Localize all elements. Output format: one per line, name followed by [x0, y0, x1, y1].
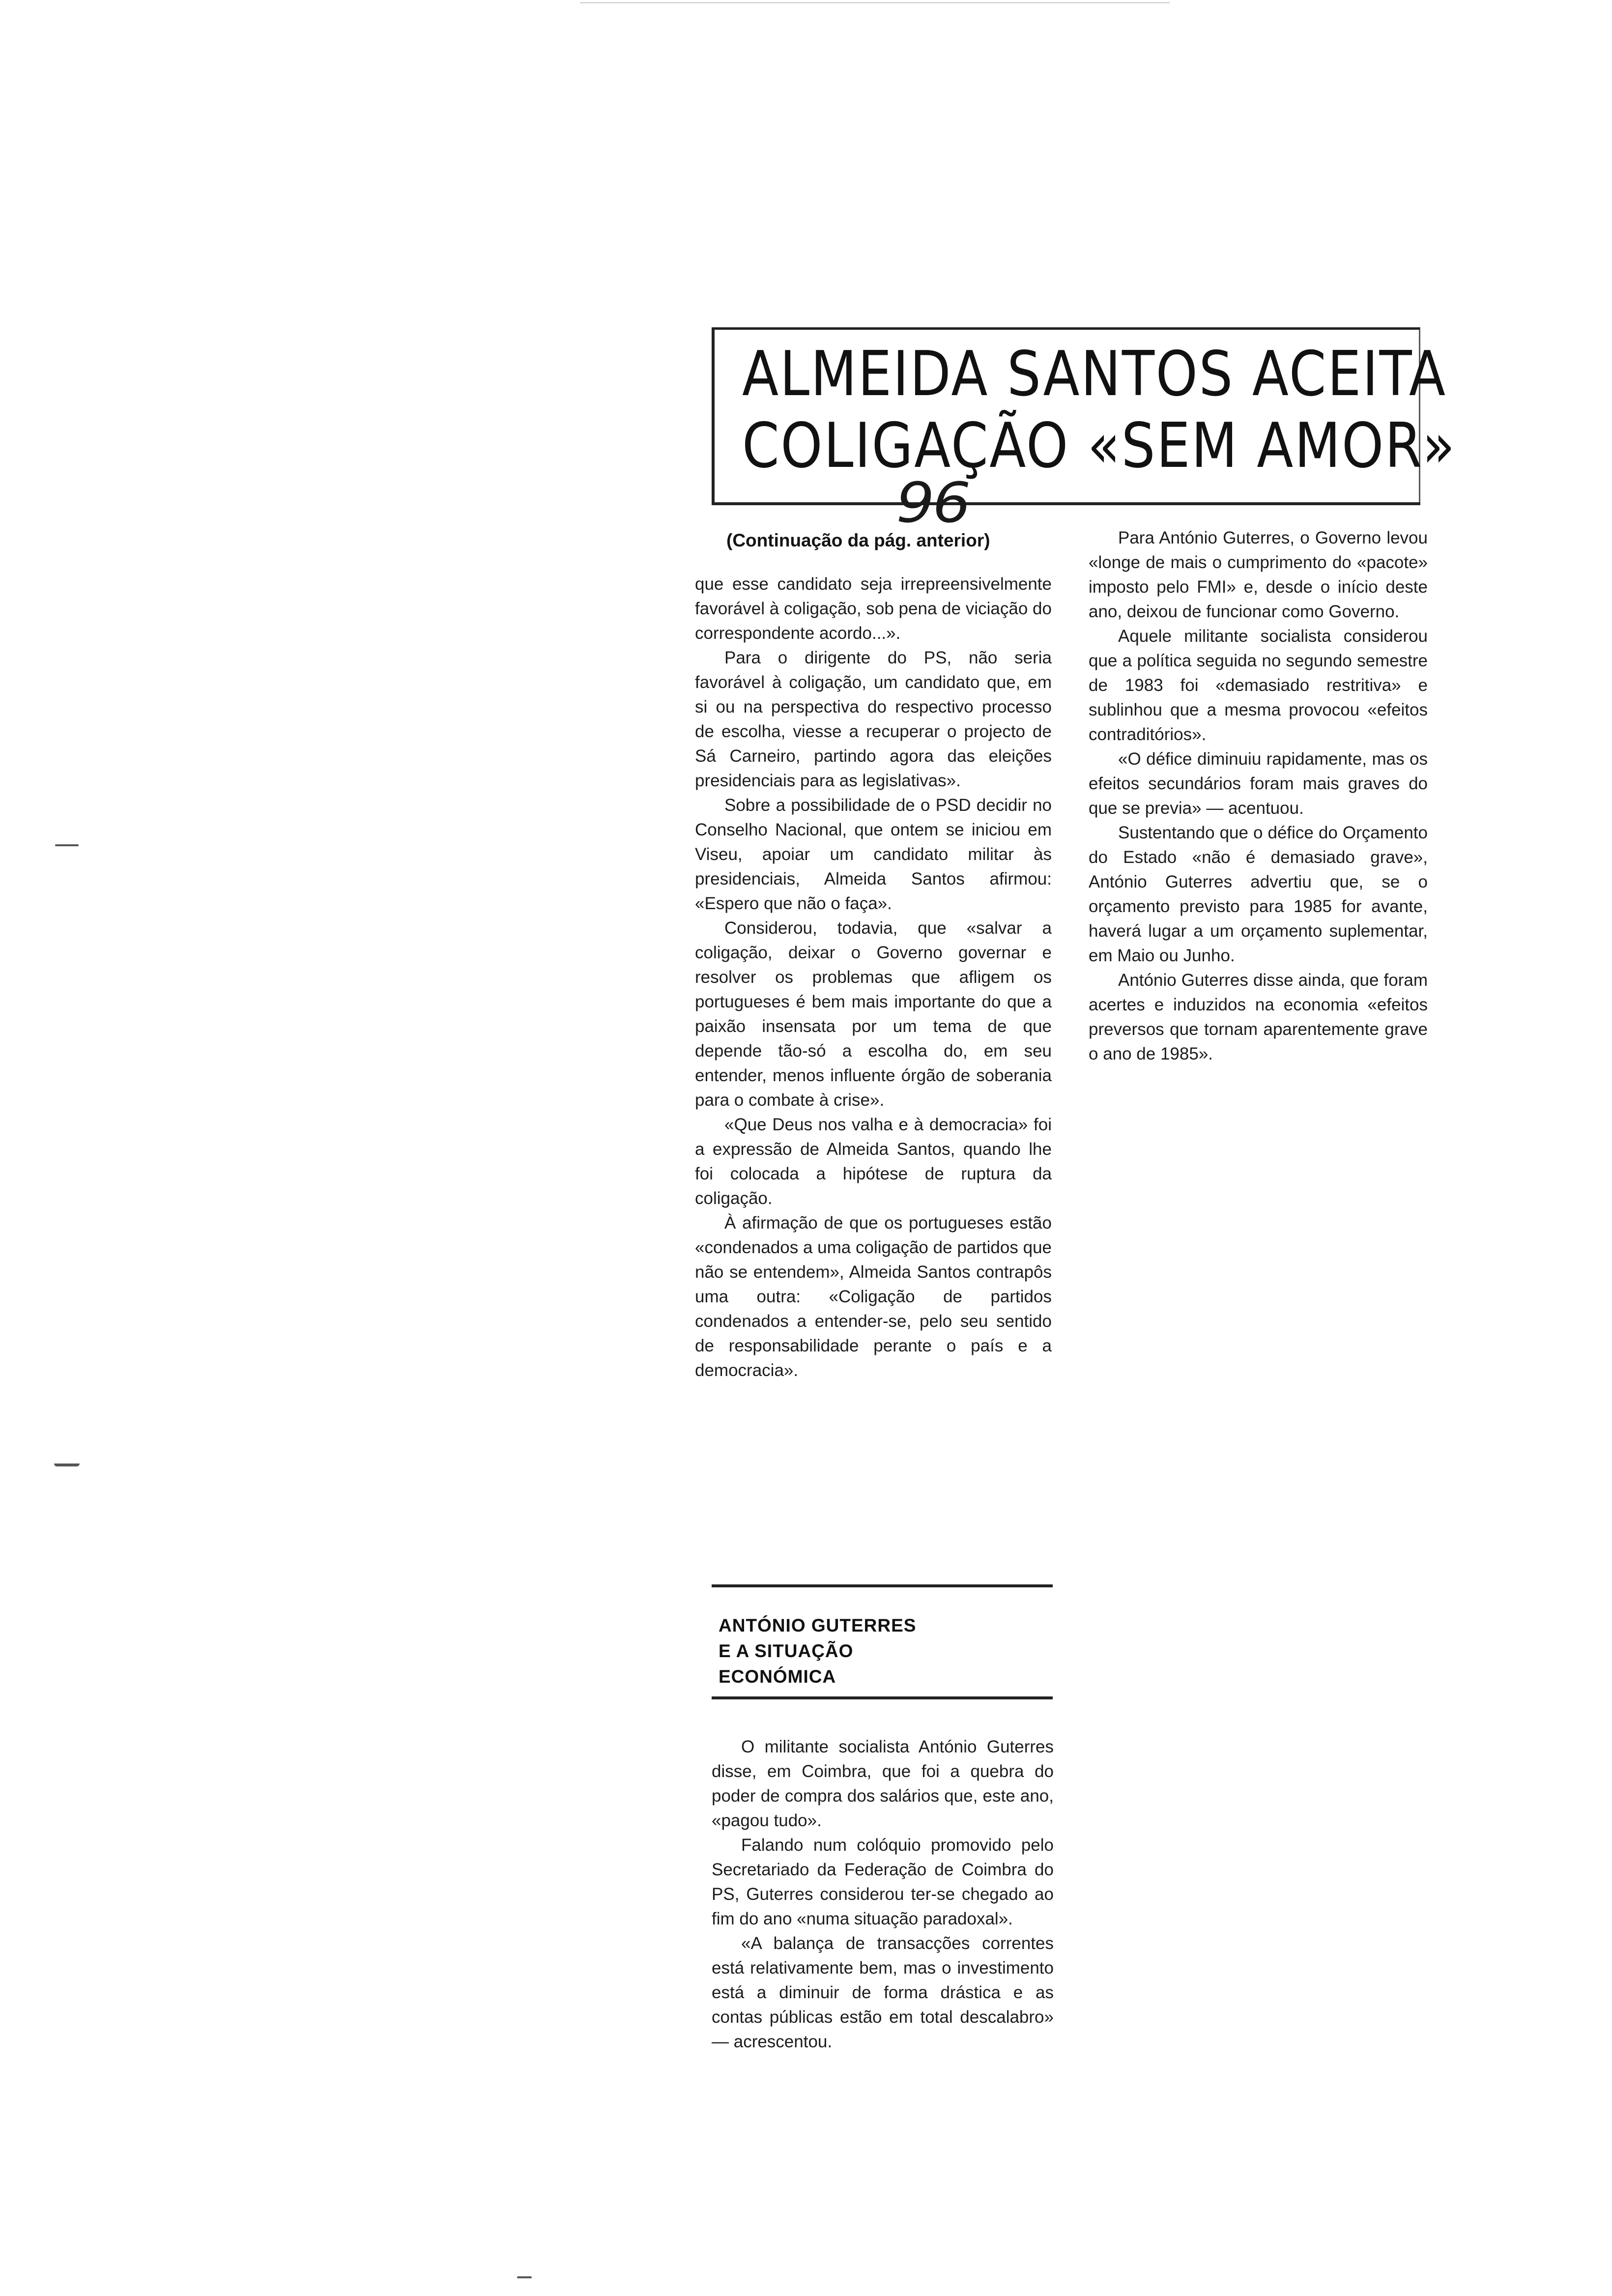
scan-artifact-line	[580, 2, 1170, 3]
section-divider	[712, 1696, 1053, 1699]
article-column-right	[1089, 526, 1428, 1066]
paragraph: «O défice diminuiu rapidamente, mas os efeitos secundários foram mais graves do que se previa» — acentuou.	[1089, 749, 1428, 818]
paragraph: Sustentando que o défice do Orçamento do Estado «não é demasiado grave», António Guterres advertiu que, se o orçamento previsto para 1985 for avante, haverá lugar a um orçamento suplementar, em Maio ou Junho.	[1089, 823, 1428, 965]
paragraph: Para o dirigente do PS, não seria favorável à coligação, um candidato que, em si ou na perspectiva do respectivo processo de escolha, viesse a recuperar o projecto de Sá Carneiro, partindo agora das eleições presidenciais para as legislativas».	[695, 648, 1052, 790]
section-heading	[719, 1613, 1033, 1690]
paragraph: Sobre a possibilidade de o PSD decidir no Conselho Nacional, que ontem se iniciou em Viseu, apoiar um candidato militar às presidenciais, Almeida Santos afirmou: «Espero que não o faça».	[695, 796, 1052, 913]
continuation-note: (Continuação da pág. anterior)	[726, 530, 990, 550]
headline-line-2: COLIGAÇÃO «SEM AMOR»	[742, 409, 1456, 482]
headline-line-1: ALMEIDA SANTOS ACEITA	[742, 338, 1447, 410]
paragraph: Considerou, todavia, que «salvar a coligação, deixar o Governo governar e resolver os problemas que afligem os portugueses é bem mais importante do que a paixão insensata por um tema de que depende tão-só a escolha do, em seu entender, menos influente órgão de soberania para o combate à crise».	[695, 918, 1052, 1110]
paragraph: António Guterres disse ainda, que foram acertes e induzidos na economia «efeitos preversos que tornam aparentemente grave o ano de 1985».	[1089, 971, 1428, 1063]
section-heading-line-1: ANTÓNIO GUTERRES	[719, 1615, 917, 1636]
handwritten-page-mark: 96	[896, 471, 969, 535]
scan-margin-mark	[517, 2276, 532, 2278]
paragraph: Aquele militante socialista considerou que a política seguida no segundo semestre de 1983 foi «demasiado restritiva» e sublinhou que a mesma provocou «efeitos contraditórios».	[1089, 627, 1428, 744]
headline-rule	[712, 502, 1420, 505]
paragraph: À afirmação de que os portugueses estão «condenados a uma coligação de partidos que não se entendem», Almeida Santos contrapôs uma outra: «Coligação de partidos condenados a entender-se, pelo seu sentido de responsabilidade perante o país e a democracia».	[695, 1213, 1052, 1380]
paragraph: Falando num colóquio promovido pelo Secretariado da Federação de Coimbra do PS, Guterres considerou ter-se chegado ao fim do ano «numa situação paradoxal».	[712, 1836, 1054, 1928]
article-column-bottom	[712, 1735, 1054, 2054]
paragraph: O militante socialista António Guterres disse, em Coimbra, que foi a quebra do poder de compra dos salários que, este ano, «pagou tudo».	[712, 1737, 1054, 1830]
scan-margin-mark	[55, 844, 79, 846]
article-headline	[742, 338, 1456, 482]
scan-margin-mark	[54, 1464, 80, 1466]
paragraph: «A balança de transacções correntes está relativamente bem, mas o investimento está a diminuir de forma drástica e as contas públicas estão em total descalabro» — acrescentou.	[712, 1934, 1054, 2051]
section-divider	[712, 1584, 1053, 1587]
section-heading-line-3: ECONÓMICA	[719, 1666, 836, 1687]
paragraph: «Que Deus nos valha e à democracia» foi a expressão de Almeida Santos, quando lhe foi colocada a hipótese de ruptura da coligação.	[695, 1115, 1052, 1208]
paragraph: que esse candidato seja irrepreensivelmente favorável à coligação, sob pena de viciação do correspondente acordo...».	[695, 574, 1052, 643]
article-column-left	[695, 572, 1052, 1383]
section-heading-line-2: E A SITUAÇÃO	[719, 1641, 854, 1661]
paragraph: Para António Guterres, o Governo levou «longe de mais o cumprimento do «pacote» imposto pelo FMI» e, desde o início deste ano, deixou de funcionar como Governo.	[1089, 528, 1428, 621]
